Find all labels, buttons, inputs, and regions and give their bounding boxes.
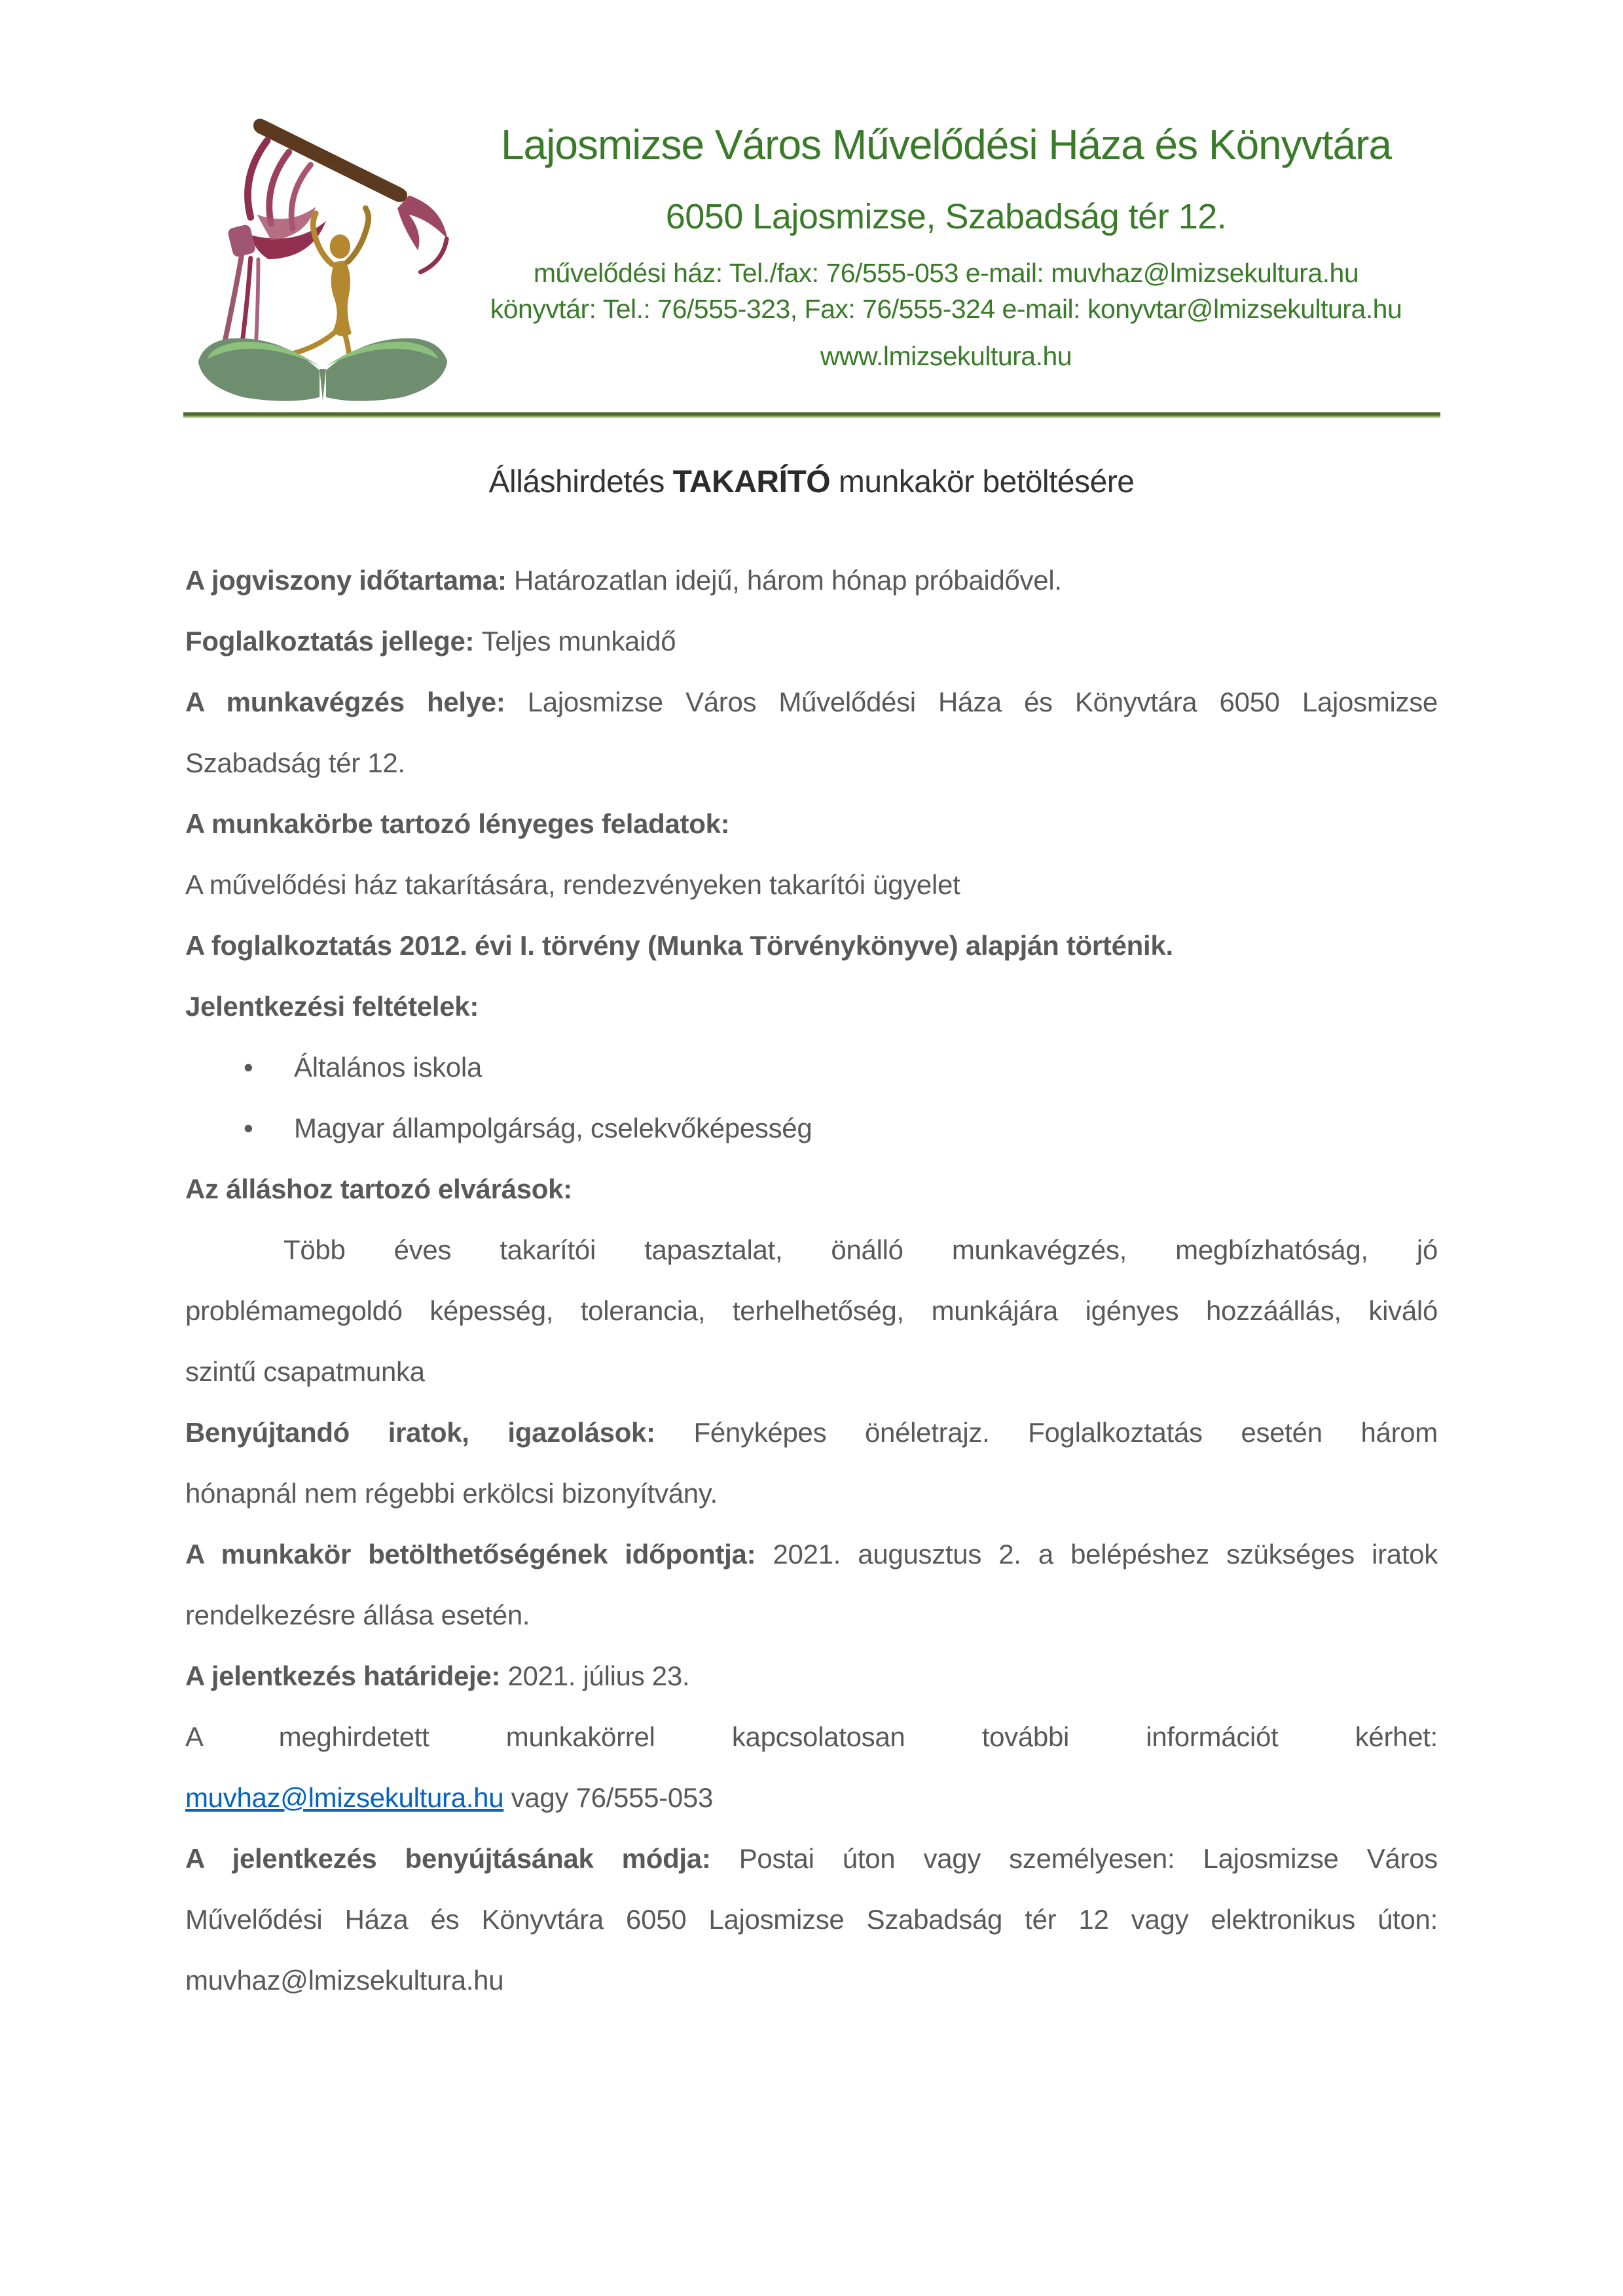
text-run: Teljes munkaidő: [481, 626, 676, 656]
text-run: Művelődési Háza és Könyvtára 6050 Lajosmizse Szabadság tér 12 vagy elektronikus úton:: [185, 1904, 1438, 1935]
label-run: A jelentkezés határideje:: [185, 1660, 508, 1691]
text-run: Magyar állampolgárság, cselekvőképesség: [294, 1113, 812, 1143]
text-run: A művelődési ház takarítására, rendezvényeken takarítói ügyelet: [185, 869, 960, 900]
text-run: hónapnál nem régebbi erkölcsi bizonyítvány.: [185, 1478, 718, 1509]
paragraph-line: [185, 1706, 1438, 1767]
paragraph-line: [185, 1280, 1438, 1341]
paragraph-line: [185, 1524, 1438, 1585]
label-run: A munkakörbe tartozó lényeges feladatok:: [185, 808, 730, 839]
paragraph-line: [185, 976, 1438, 1037]
paragraph-line: [185, 854, 1438, 915]
text-run: Lajosmizse Város Művelődési Háza és Könyvtára 6050 Lajosmizse: [527, 687, 1438, 717]
doc-body: [185, 550, 1438, 2011]
paragraph-line: [185, 1645, 1438, 1706]
bullet-icon: •: [244, 1113, 253, 1143]
paragraph-line: [185, 550, 1438, 611]
text-run: Általános iskola: [294, 1052, 483, 1083]
label-run: Foglalkoztatás jellege:: [185, 626, 482, 656]
text-run: 2021. augusztus 2. a belépéshez szükséges iratok: [773, 1539, 1438, 1570]
label-run: A foglalkoztatás 2012. évi I. törvény (Munka Törvénykönyve) alapján történik.: [185, 930, 1173, 961]
dancer-icon: [330, 234, 350, 259]
label-run: Benyújtandó iratok, igazolások:: [185, 1417, 694, 1448]
paragraph-line: [185, 1889, 1438, 1950]
brush-icon: [253, 118, 407, 202]
text-run: A meghirdetett munkakörrel kapcsolatosan további információt kérhet:: [185, 1721, 1438, 1752]
text-run: problémamegoldó képesség, tolerancia, terhelhetőség, munkájára igényes hozzáállás, kiváló: [185, 1295, 1438, 1326]
paragraph-line: [185, 672, 1438, 732]
label-run: A jogviszony időtartama:: [185, 565, 515, 596]
text-run: rendelkezésre állása esetén.: [185, 1600, 530, 1630]
bullet-list-item: [185, 1037, 1438, 1098]
org-contact-library: könyvtár: Tel.: 76/555-323, Fax: 76/555-324 e-mail: konyvtar@lmizsekultura.hu: [490, 294, 1402, 324]
doc-title-text: munkakör betöltésére: [830, 465, 1135, 499]
text-run: Postai úton vagy személyesen: Lajosmizse Város: [739, 1843, 1438, 1874]
paragraph-line: [185, 1463, 1438, 1524]
paragraph-line: [185, 611, 1438, 672]
paragraph-line: [185, 732, 1438, 793]
org-website: www.lmizsekultura.hu: [820, 341, 1072, 371]
org-name: Lajosmizse Város Művelődési Háza és Könyvtára: [500, 121, 1392, 168]
bullet-icon: •: [244, 1052, 253, 1083]
paragraph-line: [185, 1585, 1438, 1645]
doc-title: [185, 452, 1438, 512]
label-run: A munkakör betölthetőségének időpontja:: [185, 1539, 773, 1570]
label-run: Az álláshoz tartozó elvárások:: [185, 1174, 572, 1204]
paragraph-line: [185, 1767, 1438, 1828]
paragraph-line: [185, 1950, 1438, 2011]
org-contact-culture-house: művelődési ház: Tel./fax: 76/555-053 e-mail: muvhaz@lmizsekultura.hu: [533, 258, 1359, 288]
bullet-list-item: [185, 1098, 1438, 1158]
paragraph-line: [185, 1219, 1438, 1280]
paragraph-line: [185, 1828, 1438, 1889]
paragraph-line: [185, 793, 1438, 854]
text-run: szintű csapatmunka: [185, 1356, 425, 1387]
letterhead: [0, 0, 1623, 432]
text-run: Fényképes önéletrajz. Foglalkoztatás esetén három: [693, 1417, 1438, 1448]
text-run: vagy 76/555-053: [503, 1782, 714, 1813]
paragraph-line: [185, 1402, 1438, 1463]
label-run: A jelentkezés benyújtásának módja:: [185, 1843, 739, 1874]
text-run: 2021. július 23.: [507, 1660, 690, 1691]
paragraph-line: [185, 1341, 1438, 1402]
swirl-icon: [397, 196, 447, 251]
org-address: 6050 Lajosmizse, Szabadság tér 12.: [665, 197, 1227, 236]
culture-house-logo-icon: [192, 113, 454, 415]
text-run: Határozatlan idejű, három hónap próbaidővel.: [514, 565, 1062, 596]
text-run: Szabadság tér 12.: [185, 747, 405, 778]
doc-title-emphasis: TAKARÍTÓ: [672, 465, 831, 499]
doc-title-text: Álláshirdetés: [488, 465, 673, 499]
paragraph-line: [185, 1158, 1438, 1219]
text-run: Több éves takarítói tapasztalat, önálló munkavégzés, megbízhatóság, jó: [283, 1234, 1438, 1265]
text-run: muvhaz@lmizsekultura.hu: [185, 1965, 504, 1996]
paragraph-line: [185, 915, 1438, 976]
label-run: A munkavégzés helye:: [185, 687, 528, 717]
label-run: Jelentkezési feltételek:: [185, 991, 479, 1022]
header-divider: [183, 412, 1440, 418]
email-link[interactable]: muvhaz@lmizsekultura.hu: [185, 1782, 504, 1813]
